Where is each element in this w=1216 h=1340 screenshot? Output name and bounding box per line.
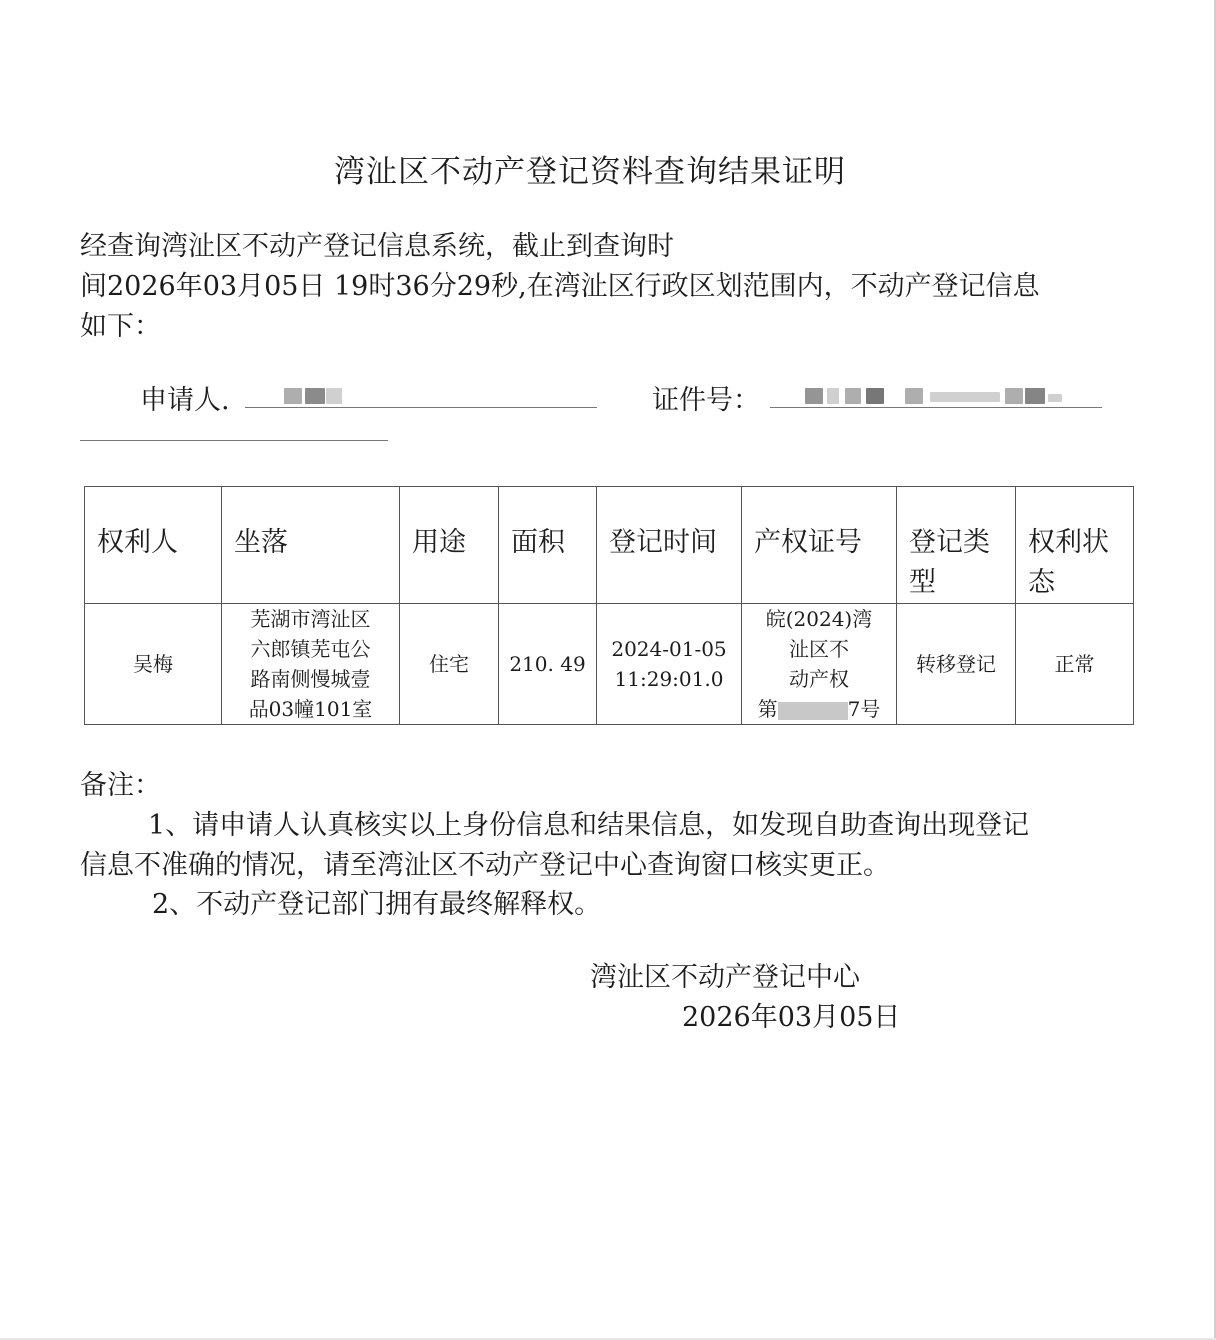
certificate-line: 沚区不 [789,637,849,661]
applicant-underline [245,407,597,408]
redacted-id-number [827,388,839,404]
table-row [85,604,1134,725]
header-owner: 权利人 [85,487,222,604]
intro-line-2: 间2026年03月05日 19时36分29秒,在湾沚区行政区划范围内，不动产登记信息 [80,271,1040,302]
redacted-applicant-name [305,388,325,404]
certificate-line: 动产权 [789,667,849,691]
redacted-id-number [1005,388,1023,404]
note-1-line-2: 信息不准确的情况，请至湾沚区不动产登记中心查询窗口核实更正。 [80,850,890,881]
issuing-organization: 湾沚区不动产登记中心 [590,962,860,993]
registration-clock-time: 11:29:01.0 [614,667,724,691]
location-line: 六郎镇芜屯公 [250,637,371,661]
header-certificate-number: 产权证号 [742,487,897,604]
cell-registration-time [597,604,742,725]
redacted-applicant-name [284,388,302,404]
header-registration-type: 登记类型 [897,487,1016,604]
note-2: 2、不动产登记部门拥有最终解释权。 [152,889,602,920]
redacted-applicant-name [326,388,342,404]
redacted-id-number [930,392,1000,402]
header-registration-time: 登记时间 [597,487,742,604]
property-records-table [84,486,1134,725]
notes-title: 备注： [80,770,161,801]
redacted-id-number [905,388,923,404]
area-value: 210. 49 [509,652,586,676]
note-1-line-1: 1、请申请人认真核实以上身份信息和结果信息，如发现自助查询出现登记 [148,810,1030,841]
document-title: 湾沚区不动产登记资料查询结果证明 [334,154,846,190]
redacted-id-number [805,388,823,404]
id-number-label: 证件号： [652,385,760,416]
cell-owner [85,604,222,725]
header-location: 坐落 [222,487,400,604]
certificate-prefix: 第 [757,697,778,721]
registration-type-value: 转移登记 [916,652,996,676]
intro-line-3: 如下： [80,311,161,342]
applicant-label: 申请人. [140,385,230,416]
cell-area [499,604,597,725]
redacted-certificate-number [778,702,848,720]
cell-certificate-number [742,604,897,725]
certificate-line: 皖(2024)湾 [765,607,873,631]
cell-usage [400,604,499,725]
registration-date: 2024-01-05 [611,637,727,661]
redacted-id-number [1048,394,1062,402]
right-status-value: 正常 [1054,652,1095,676]
table-header-row [85,487,1134,604]
location-line: 芜湖市湾沚区 [250,607,371,631]
header-area: 面积 [499,487,597,604]
cell-right-status [1016,604,1134,725]
location-line: 品03幢101室 [248,697,373,721]
header-usage: 用途 [400,487,499,604]
redacted-id-number [866,388,884,404]
redacted-id-number [845,388,861,404]
usage-value: 住宅 [429,652,469,676]
cell-registration-type [897,604,1016,725]
header-right-status: 权利状态 [1016,487,1134,604]
location-line: 路南侧慢城壹 [250,667,371,691]
id-number-underline [770,407,1102,408]
certificate-suffix: 7号 [847,697,881,721]
cell-location [222,604,400,725]
intro-line-1: 经查询湾沚区不动产登记信息系统，截止到查询时 [80,231,674,262]
blank-underline [80,440,388,441]
redacted-id-number [1025,388,1045,404]
certificate-line [746,694,892,724]
issue-date: 2026年03月05日 [682,1002,901,1033]
owner-name: 吴梅 [133,652,173,676]
